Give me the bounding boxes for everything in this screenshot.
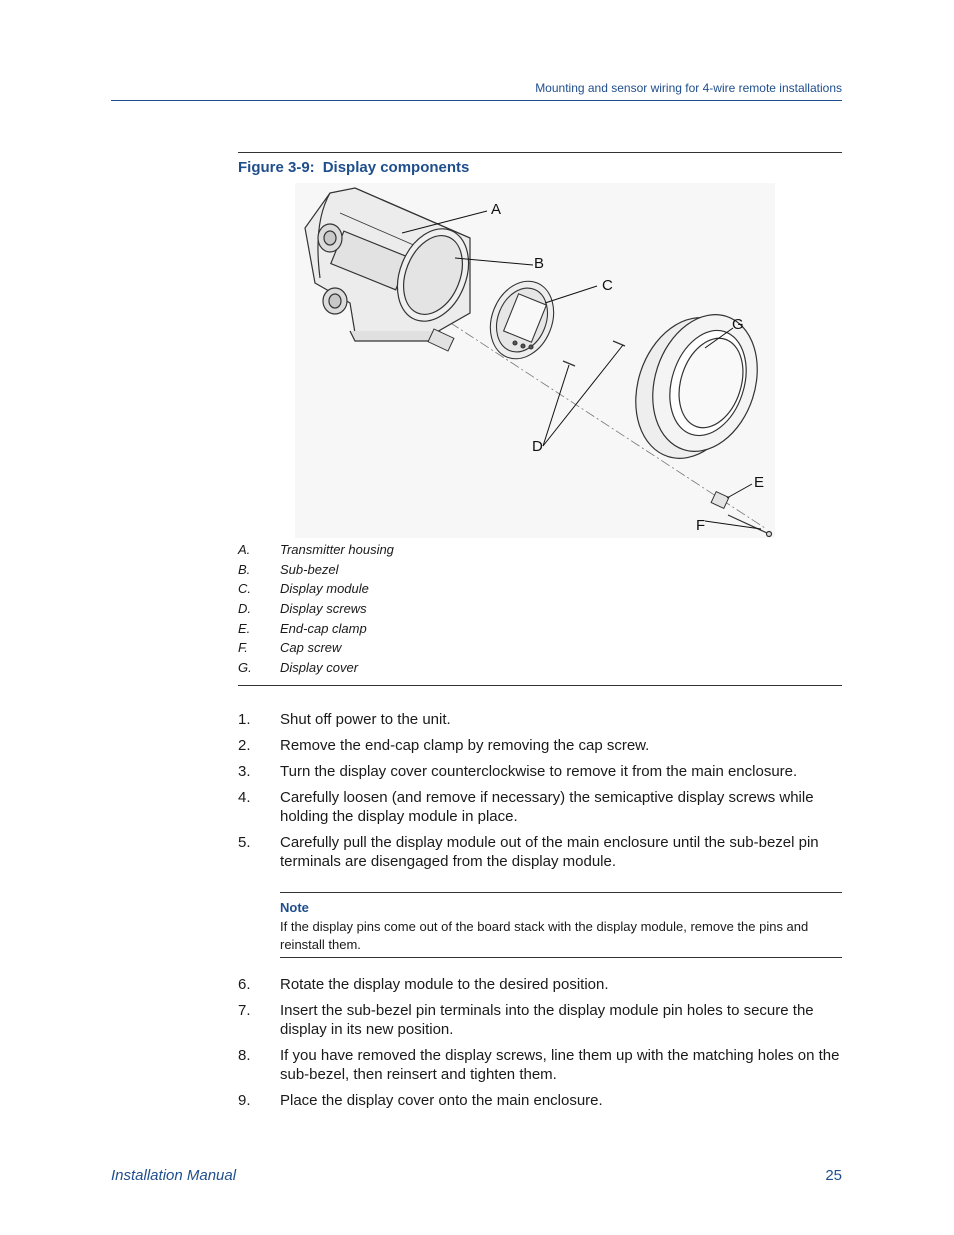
legend-item bbox=[238, 660, 842, 680]
note-box bbox=[280, 892, 842, 958]
legend-letter: F. bbox=[238, 640, 248, 656]
step-number: 1. bbox=[238, 711, 251, 728]
step-number: 8. bbox=[238, 1047, 251, 1064]
step-number: 9. bbox=[238, 1092, 251, 1109]
legend-text: Display cover bbox=[280, 660, 359, 676]
legend-text: End-cap clamp bbox=[280, 620, 367, 636]
procedure-step bbox=[238, 710, 842, 729]
legend-item bbox=[238, 640, 842, 660]
note-body: If the display pins come out of the board stack with the display module, remove the pins and reinstall them. bbox=[280, 919, 809, 952]
legend-text: Transmitter housing bbox=[280, 542, 394, 557]
procedure-steps-part2 bbox=[238, 975, 842, 1117]
procedure-step bbox=[238, 736, 842, 755]
note-bottom-rule bbox=[280, 957, 842, 958]
callout-c: C bbox=[602, 277, 613, 294]
legend-text: Cap screw bbox=[280, 640, 342, 656]
step-number: 2. bbox=[238, 737, 251, 754]
legend-letter: E. bbox=[238, 620, 251, 636]
procedure-step bbox=[238, 788, 842, 826]
legend-item bbox=[238, 621, 842, 641]
callout-f: F bbox=[696, 517, 706, 534]
figure-caption bbox=[238, 159, 469, 176]
step-text: Place the display cover onto the main enclosure. bbox=[280, 1092, 603, 1109]
step-text: Remove the end-cap clamp by removing the cap screw. bbox=[280, 737, 650, 754]
step-text: Carefully loosen (and remove if necessary) the semicaptive display screws while holding the display module in place. bbox=[280, 789, 814, 825]
figure-title: Display components bbox=[322, 159, 470, 176]
header-rule bbox=[111, 100, 842, 101]
step-text: Rotate the display module to the desired position. bbox=[280, 976, 609, 993]
legend-letter: G. bbox=[238, 660, 252, 676]
step-number: 3. bbox=[238, 763, 251, 780]
callout-a: A bbox=[491, 201, 502, 218]
legend-letter: B. bbox=[238, 561, 251, 577]
callout-d: D bbox=[532, 438, 543, 455]
note-top-rule bbox=[280, 892, 842, 893]
legend-letter: C. bbox=[238, 581, 251, 597]
procedure-step bbox=[238, 1046, 842, 1084]
section-header: Mounting and sensor wiring for 4-wire remote installations bbox=[535, 81, 842, 95]
step-number: 6. bbox=[238, 976, 251, 993]
procedure-step bbox=[238, 833, 842, 871]
legend-text: Display screws bbox=[280, 601, 367, 617]
procedure-step bbox=[238, 975, 842, 994]
legend-letter: D. bbox=[238, 601, 251, 617]
callout-b: B bbox=[534, 255, 545, 272]
procedure-steps-part1 bbox=[238, 710, 842, 878]
step-text: Turn the display cover counterclockwise to remove it from the main enclosure. bbox=[280, 763, 798, 780]
legend-item bbox=[238, 601, 842, 621]
figure-legend bbox=[238, 542, 842, 680]
figure-number: Figure 3-9: bbox=[238, 159, 315, 176]
step-number: 7. bbox=[238, 1002, 251, 1019]
procedure-step bbox=[238, 1001, 842, 1039]
footer-manual-name: Installation Manual bbox=[111, 1167, 237, 1184]
display-components-figure bbox=[295, 183, 785, 543]
step-text: If you have removed the display screws, line them up with the matching holes on the sub-bezel, then reinsert and tighten them. bbox=[280, 1047, 840, 1083]
legend-letter: A. bbox=[238, 542, 251, 557]
step-text: Insert the sub-bezel pin terminals into the display module pin holes to secure the display in its new position. bbox=[280, 1002, 814, 1038]
legend-text: Display module bbox=[280, 581, 369, 597]
callout-e: E bbox=[754, 474, 765, 491]
legend-item bbox=[238, 562, 842, 582]
step-text: Shut off power to the unit. bbox=[280, 711, 451, 728]
legend-item bbox=[238, 581, 842, 601]
procedure-step bbox=[238, 762, 842, 781]
step-number: 5. bbox=[238, 834, 251, 851]
figure-bottom-rule bbox=[238, 685, 842, 686]
callout-g: G bbox=[732, 316, 744, 333]
note-title: Note bbox=[280, 900, 309, 915]
page-number: 25 bbox=[825, 1167, 842, 1184]
exploded-view-drawing bbox=[295, 183, 785, 543]
step-text: Carefully pull the display module out of the main enclosure until the sub-bezel pin terminals are disengaged from the display module. bbox=[280, 834, 819, 870]
step-number: 4. bbox=[238, 789, 251, 806]
procedure-step bbox=[238, 1091, 842, 1110]
figure-top-rule bbox=[238, 152, 842, 153]
legend-item bbox=[238, 542, 842, 562]
legend-text: Sub-bezel bbox=[280, 561, 339, 577]
